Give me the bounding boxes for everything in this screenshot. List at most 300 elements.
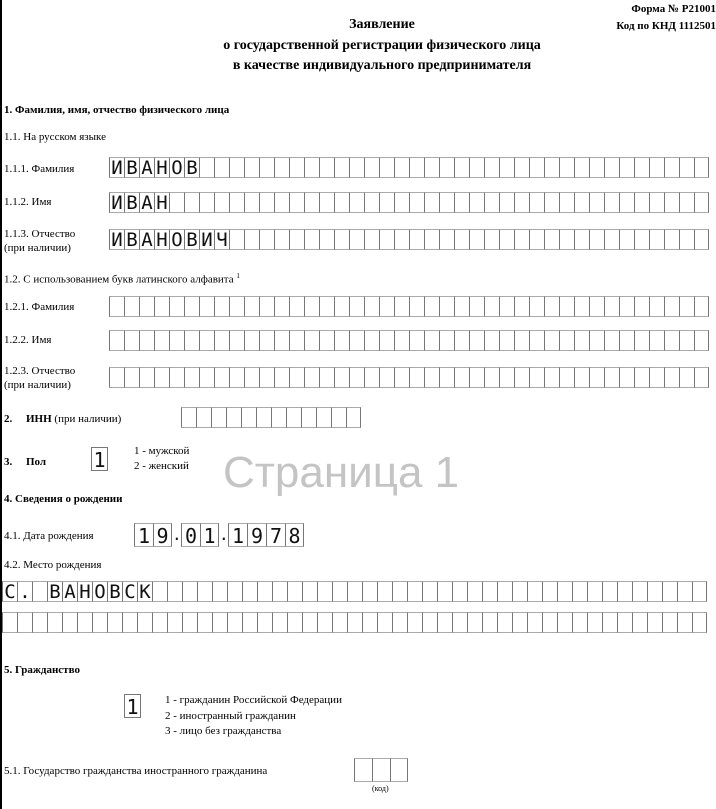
char-cell: 1 (200, 523, 219, 547)
char-cell (544, 157, 559, 178)
char-cell (259, 330, 274, 351)
char-cell (304, 296, 319, 317)
lat-patronymic-field[interactable] (109, 367, 709, 388)
char-cell (604, 192, 619, 213)
char-cell (514, 157, 529, 178)
char-cell (241, 407, 256, 428)
birth-place-label: 4.2. Место рождения (4, 559, 102, 571)
char-cell (544, 367, 559, 388)
char-cell (634, 296, 649, 317)
char-cell (394, 157, 409, 178)
char-cell (334, 229, 349, 250)
char-cell: О (169, 157, 184, 178)
char-cell (372, 758, 390, 782)
char-cell (334, 330, 349, 351)
char-cell (694, 330, 709, 351)
citizenship-cell: 1 (124, 694, 141, 718)
section-1-1-label: 1.1. На русском языке (4, 131, 106, 143)
char-cell (319, 367, 334, 388)
char-cell (214, 296, 229, 317)
char-cell (604, 157, 619, 178)
char-cell (259, 296, 274, 317)
date-separator: . (219, 525, 229, 544)
char-cell (107, 612, 122, 633)
char-cell (409, 157, 424, 178)
char-cell (92, 612, 107, 633)
char-cell (244, 229, 259, 250)
char-cell (559, 330, 574, 351)
char-cell (167, 612, 182, 633)
char-cell (529, 367, 544, 388)
char-cell (182, 581, 197, 602)
char-cell (647, 581, 662, 602)
char-cell (154, 367, 169, 388)
char-cell (409, 296, 424, 317)
char-cell (424, 330, 439, 351)
date-separator: . (172, 525, 182, 544)
char-cell (452, 581, 467, 602)
char-cell (484, 330, 499, 351)
char-cell: И (109, 229, 124, 250)
char-cell (256, 407, 271, 428)
citizenship-option-3: 3 - лицо без гражданства (165, 725, 282, 737)
char-cell (514, 229, 529, 250)
char-cell (316, 407, 331, 428)
char-cell (212, 581, 227, 602)
char-cell (229, 192, 244, 213)
char-cell (424, 367, 439, 388)
footnote-mark: 1 (236, 272, 240, 280)
char-cell (619, 330, 634, 351)
char-cell (634, 367, 649, 388)
char-cell (452, 612, 467, 633)
char-cell (304, 330, 319, 351)
lat-patronymic-label-1: 1.2.3. Отчество (4, 365, 76, 377)
patronymic-label-2: (при наличии) (4, 242, 71, 254)
char-cell (679, 157, 694, 178)
char-cell (244, 296, 259, 317)
char-cell (211, 407, 226, 428)
char-cell: 7 (266, 523, 285, 547)
char-cell (602, 581, 617, 602)
char-cell (377, 612, 392, 633)
birth-date-field[interactable] (134, 523, 304, 547)
char-cell (544, 330, 559, 351)
char-cell (377, 581, 392, 602)
char-cell (139, 367, 154, 388)
char-cell (574, 330, 589, 351)
char-cell (152, 581, 167, 602)
char-cell (229, 367, 244, 388)
char-cell (454, 229, 469, 250)
char-cell (664, 367, 679, 388)
char-cell (439, 330, 454, 351)
char-cell (542, 581, 557, 602)
char-cell (184, 296, 199, 317)
char-cell (617, 581, 632, 602)
char-cell (589, 367, 604, 388)
char-cell (529, 157, 544, 178)
char-cell (137, 612, 152, 633)
char-cell (139, 296, 154, 317)
section-4-title: 4. Сведения о рождении (4, 493, 123, 505)
char-cell (604, 330, 619, 351)
char-cell: В (124, 229, 139, 250)
char-cell (559, 367, 574, 388)
char-cell (602, 612, 617, 633)
foreign-country-code-field[interactable] (354, 758, 408, 782)
birth-date-part[interactable] (134, 523, 172, 547)
char-cell (664, 330, 679, 351)
char-cell (409, 367, 424, 388)
name-label: 1.1.2. Имя (4, 196, 52, 208)
char-cell (394, 367, 409, 388)
char-cell (169, 330, 184, 351)
char-cell (394, 192, 409, 213)
char-cell (604, 229, 619, 250)
char-cell (694, 192, 709, 213)
char-cell: 1 (228, 523, 247, 547)
char-cell (589, 330, 604, 351)
inn-field[interactable] (181, 407, 361, 428)
char-cell (542, 612, 557, 633)
char-cell (409, 330, 424, 351)
char-cell (244, 367, 259, 388)
char-cell (482, 612, 497, 633)
char-cell (662, 612, 677, 633)
char-cell (349, 229, 364, 250)
char-cell (559, 192, 574, 213)
char-cell: А (62, 581, 77, 602)
char-cell: Н (154, 192, 169, 213)
char-cell (167, 581, 182, 602)
char-cell (272, 581, 287, 602)
char-cell (124, 296, 139, 317)
char-cell (334, 296, 349, 317)
char-cell (467, 612, 482, 633)
form-number: Форма № Р21001 (631, 3, 716, 15)
char-cell (694, 229, 709, 250)
birth-date-part[interactable] (228, 523, 304, 547)
char-cell (334, 192, 349, 213)
char-cell (274, 192, 289, 213)
section-2-title: 2. ИНН (при наличии) (4, 413, 122, 425)
char-cell (677, 612, 692, 633)
char-cell (634, 229, 649, 250)
char-cell (557, 612, 572, 633)
char-cell (289, 192, 304, 213)
char-cell (454, 296, 469, 317)
char-cell (499, 229, 514, 250)
char-cell (632, 612, 647, 633)
knd-code: Код по КНД 1112501 (616, 20, 716, 32)
lat-patronymic-label-2: (при наличии) (4, 379, 71, 391)
char-cell (529, 296, 544, 317)
char-cell (587, 581, 602, 602)
char-cell (244, 192, 259, 213)
char-cell: И (199, 229, 214, 250)
surname-field[interactable] (109, 157, 709, 178)
char-cell: О (92, 581, 107, 602)
char-cell (227, 612, 242, 633)
char-cell (424, 229, 439, 250)
char-cell (514, 330, 529, 351)
char-cell: 1 (134, 523, 153, 547)
char-cell (109, 367, 124, 388)
gender-field[interactable] (91, 447, 108, 471)
lat-name-label: 1.2.2. Имя (4, 334, 52, 346)
char-cell (272, 612, 287, 633)
char-cell (304, 157, 319, 178)
char-cell (469, 157, 484, 178)
char-cell (589, 192, 604, 213)
char-cell (677, 581, 692, 602)
char-cell (289, 229, 304, 250)
char-cell (349, 296, 364, 317)
char-cell (679, 330, 694, 351)
citizenship-option-2: 2 - иностранный гражданин (165, 710, 296, 722)
lat-surname-label: 1.2.1. Фамилия (4, 301, 75, 313)
char-cell (409, 229, 424, 250)
char-cell (574, 367, 589, 388)
char-cell (301, 407, 316, 428)
section-3-title: 3. Пол (4, 456, 47, 468)
char-cell (271, 407, 286, 428)
char-cell: А (139, 229, 154, 250)
char-cell (559, 157, 574, 178)
char-cell (17, 612, 32, 633)
char-cell (694, 296, 709, 317)
char-cell (319, 157, 334, 178)
char-cell (349, 367, 364, 388)
char-cell (154, 296, 169, 317)
char-cell (437, 612, 452, 633)
char-cell (274, 229, 289, 250)
char-cell: С (122, 581, 137, 602)
citizenship-field[interactable] (124, 694, 141, 718)
char-cell (422, 581, 437, 602)
char-cell (574, 296, 589, 317)
char-cell (544, 229, 559, 250)
char-cell (184, 192, 199, 213)
char-cell (499, 330, 514, 351)
char-cell (242, 581, 257, 602)
char-cell (124, 367, 139, 388)
char-cell (454, 330, 469, 351)
char-cell (499, 192, 514, 213)
char-cell (497, 581, 512, 602)
birth-date-part[interactable] (181, 523, 219, 547)
char-cell (62, 612, 77, 633)
char-cell (664, 192, 679, 213)
char-cell (679, 229, 694, 250)
char-cell (319, 330, 334, 351)
char-cell (679, 296, 694, 317)
char-cell (289, 296, 304, 317)
char-cell (649, 229, 664, 250)
char-cell (289, 157, 304, 178)
char-cell (196, 407, 211, 428)
char-cell (512, 612, 527, 633)
char-cell (437, 581, 452, 602)
char-cell (694, 367, 709, 388)
char-cell (619, 229, 634, 250)
char-cell (139, 330, 154, 351)
char-cell (349, 192, 364, 213)
char-cell (529, 192, 544, 213)
char-cell (499, 367, 514, 388)
char-cell (229, 296, 244, 317)
char-cell (424, 192, 439, 213)
char-cell (544, 192, 559, 213)
gender-cell: 1 (91, 447, 108, 471)
char-cell (214, 330, 229, 351)
birth-place-line-1[interactable] (2, 581, 707, 602)
char-cell (572, 581, 587, 602)
char-cell (424, 157, 439, 178)
char-cell (649, 157, 664, 178)
char-cell (589, 296, 604, 317)
char-cell (347, 612, 362, 633)
char-cell (331, 407, 346, 428)
patronymic-field[interactable] (109, 229, 709, 250)
char-cell (364, 229, 379, 250)
char-cell (557, 581, 572, 602)
char-cell (692, 612, 707, 633)
char-cell: 8 (285, 523, 304, 547)
char-cell: В (124, 192, 139, 213)
char-cell (574, 229, 589, 250)
char-cell (634, 330, 649, 351)
char-cell (647, 612, 662, 633)
char-cell (469, 296, 484, 317)
char-cell (212, 612, 227, 633)
char-cell (527, 612, 542, 633)
section-1-2-label: 1.2. С использованием букв латинского алфавита $^1$ (4, 272, 240, 286)
char-cell (287, 612, 302, 633)
char-cell (304, 192, 319, 213)
char-cell: В (47, 581, 62, 602)
char-cell (362, 581, 377, 602)
char-cell (662, 581, 677, 602)
char-cell (679, 192, 694, 213)
char-cell (664, 229, 679, 250)
char-cell (274, 157, 289, 178)
char-cell (439, 229, 454, 250)
section-5-title: 5. Гражданство (4, 664, 80, 676)
char-cell (214, 367, 229, 388)
char-cell (482, 581, 497, 602)
char-cell (349, 157, 364, 178)
char-cell (499, 157, 514, 178)
char-cell (259, 157, 274, 178)
char-cell (77, 612, 92, 633)
surname-label: 1.1.1. Фамилия (4, 163, 75, 175)
char-cell (364, 192, 379, 213)
char-cell (439, 192, 454, 213)
char-cell (47, 612, 62, 633)
birth-place-line-2[interactable] (2, 612, 707, 633)
char-cell (364, 330, 379, 351)
char-cell (484, 192, 499, 213)
char-cell: 9 (153, 523, 172, 547)
char-cell (197, 612, 212, 633)
char-cell (619, 367, 634, 388)
char-cell (319, 229, 334, 250)
char-cell: В (184, 229, 199, 250)
title-line-2: о государственной регистрации физического лица (223, 38, 541, 53)
char-cell (497, 612, 512, 633)
char-cell (409, 192, 424, 213)
char-cell (257, 581, 272, 602)
char-cell (304, 229, 319, 250)
char-cell (407, 612, 422, 633)
name-field[interactable] (109, 192, 709, 213)
char-cell (332, 612, 347, 633)
char-cell: А (139, 157, 154, 178)
char-cell (439, 296, 454, 317)
title-line-1: Заявление (349, 17, 415, 32)
char-cell (334, 157, 349, 178)
char-cell: Ч (214, 229, 229, 250)
char-cell (394, 229, 409, 250)
char-cell: 9 (247, 523, 266, 547)
section-1-title: 1. Фамилия, имя, отчество физического лица (4, 104, 230, 116)
char-cell (484, 296, 499, 317)
citizenship-option-1: 1 - гражданин Российской Федерации (165, 694, 342, 706)
char-cell (587, 612, 602, 633)
char-cell (694, 157, 709, 178)
char-cell (527, 581, 542, 602)
char-cell (229, 229, 244, 250)
char-cell (379, 229, 394, 250)
lat-surname-field[interactable] (109, 296, 709, 317)
char-cell (649, 296, 664, 317)
char-cell (499, 296, 514, 317)
char-cell (649, 367, 664, 388)
char-cell (529, 229, 544, 250)
lat-name-field[interactable] (109, 330, 709, 351)
gender-option-female: 2 - женский (134, 460, 189, 472)
char-cell (469, 192, 484, 213)
char-cell: О (169, 229, 184, 250)
char-cell (469, 229, 484, 250)
char-cell (572, 612, 587, 633)
char-cell (649, 330, 664, 351)
char-cell (199, 296, 214, 317)
char-cell (439, 367, 454, 388)
char-cell (289, 367, 304, 388)
char-cell (242, 612, 257, 633)
char-cell (379, 330, 394, 351)
char-cell (390, 758, 408, 782)
char-cell (184, 367, 199, 388)
char-cell (214, 192, 229, 213)
char-cell (349, 330, 364, 351)
char-cell (679, 367, 694, 388)
gender-option-male: 1 - мужской (134, 445, 190, 457)
char-cell (317, 581, 332, 602)
char-cell (364, 296, 379, 317)
char-cell (469, 330, 484, 351)
char-cell (199, 367, 214, 388)
char-cell (229, 157, 244, 178)
char-cell (512, 581, 527, 602)
char-cell (319, 192, 334, 213)
char-cell (226, 407, 241, 428)
char-cell (214, 157, 229, 178)
char-cell (514, 296, 529, 317)
